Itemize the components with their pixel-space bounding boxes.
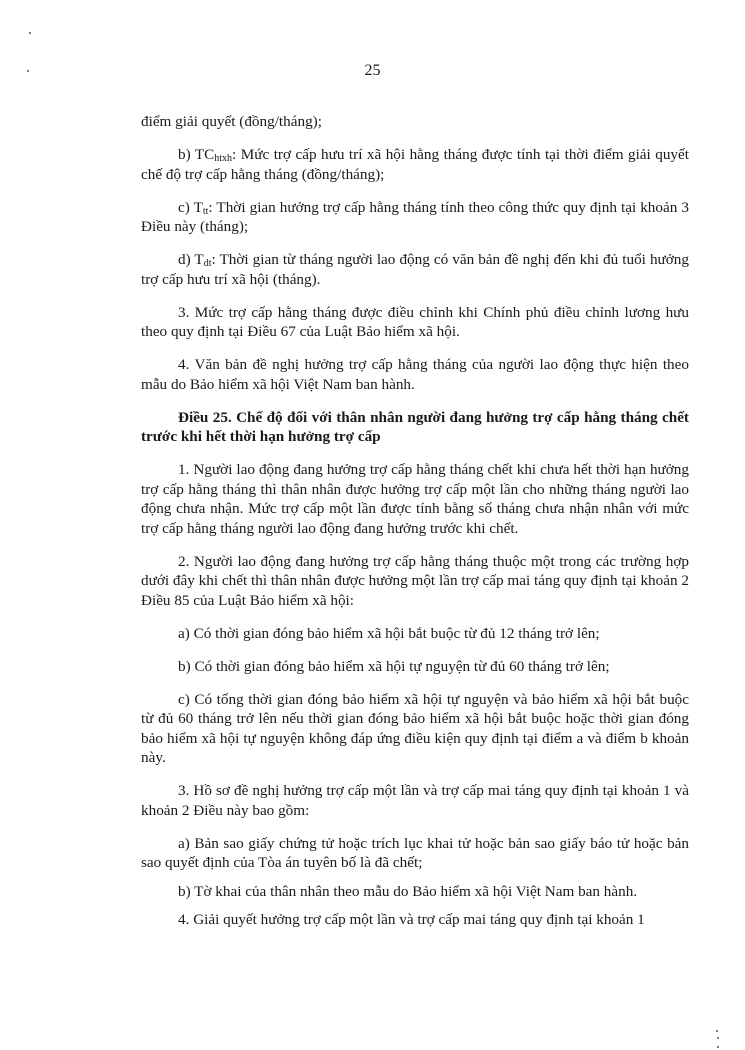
article-25-clause-1: 1. Người lao động đang hưởng trợ cấp hằng tháng chết khi chưa hết thời hạn hưởng trợ cấp hằng tháng thì thân nhân được hưởng trợ cấp một lần cho những tháng người lao động chưa nhận. Mức trợ cấp một lần được tính bằng số tháng chưa nhận nhân với mức trợ cấp hằng tháng người lao động đang hưởng trước khi chết. [141,461,689,537]
article-25-clause-3: 3. Hồ sơ đề nghị hưởng trợ cấp một lần và trợ cấp mai táng quy định tại khoản 1 và khoản 2 Điều này bao gồm: [141,782,689,819]
paragraph-continuation: điểm giải quyết (đồng/tháng); [141,113,322,130]
document-body [141,112,689,943]
scan-speck [716,1030,718,1032]
article-25-heading: Điều 25. Chế độ đối với thân nhân người đang hưởng trợ cấp hằng tháng chết trước khi hết thời hạn hưởng trợ cấp [141,408,689,445]
paragraph-clause-4: 4. Văn bản đề nghị hưởng trợ cấp hằng tháng của người lao động thực hiện theo mẫu do Bảo hiểm xã hội Việt Nam ban hành. [141,356,689,393]
article-25-clause-2: 2. Người lao động đang hưởng trợ cấp hằng tháng thuộc một trong các trường hợp dưới đây khi chết thì thân nhân được hưởng một lần trợ cấp mai táng quy định tại khoản 2 Điều 85 của Luật Bảo hiểm xã hội: [141,552,689,609]
page-number: 25 [364,62,381,79]
paragraph-d-tdt: d) $T_{dt}$: Thời gian từ tháng người lao động có văn bản đề nghị đến khi đủ tuổi hưởng trợ cấp hưu trí xã hội (tháng). [141,251,689,288]
paragraph-c-ttt: c) $T_{tt}$: Thời gian hưởng trợ cấp hằng tháng tính theo công thức quy định tại khoản 3 Điều này (tháng); [141,198,689,235]
article-25-clause-2c: c) Có tổng thời gian đóng bảo hiểm xã hội tự nguyện và bảo hiểm xã hội bắt buộc từ đủ 60 tháng trở lên nếu thời gian đóng bảo hiểm xã hội bắt buộc hoặc thời gian đóng bảo hiểm xã hội tự nguyện không đáp ứng điều kiện quy định tại điểm a và điểm b khoản này. [141,690,689,766]
scan-speck [717,1046,719,1048]
paragraph-clause-3: 3. Mức trợ cấp hằng tháng được điều chỉnh khi Chính phủ điều chỉnh lương hưu theo quy định tại Điều 67 của Luật Bảo hiểm xã hội. [141,303,689,340]
paragraph-b-tchtxh: b) $TC_{htxh}$: Mức trợ cấp hưu trí xã hội hằng tháng được tính tại thời điểm giải quyết chế độ trợ cấp hằng tháng (đồng/tháng); [141,146,689,183]
article-25-clause-2b: b) Có thời gian đóng bảo hiểm xã hội tự nguyện từ đủ 60 tháng trở lên; [178,657,610,675]
article-25-clause-2a: a) Có thời gian đóng bảo hiểm xã hội bắt buộc từ đủ 12 tháng trở lên; [178,624,600,642]
article-25-clause-3b: b) Tờ khai của thân nhân theo mẫu do Bảo hiểm xã hội Việt Nam ban hành. [178,882,638,900]
article-25-clause-4: 4. Giải quyết hưởng trợ cấp một lần và trợ cấp mai táng quy định tại khoản 1 [178,911,645,928]
scan-speck [717,1037,719,1039]
scan-speck [29,32,31,34]
article-25-clause-3a: a) Bản sao giấy chứng tử hoặc trích lục khai tử hoặc bản sao giấy báo tử hoặc bản sao quyết định của Tòa án tuyên bố là đã chết; [141,834,689,871]
